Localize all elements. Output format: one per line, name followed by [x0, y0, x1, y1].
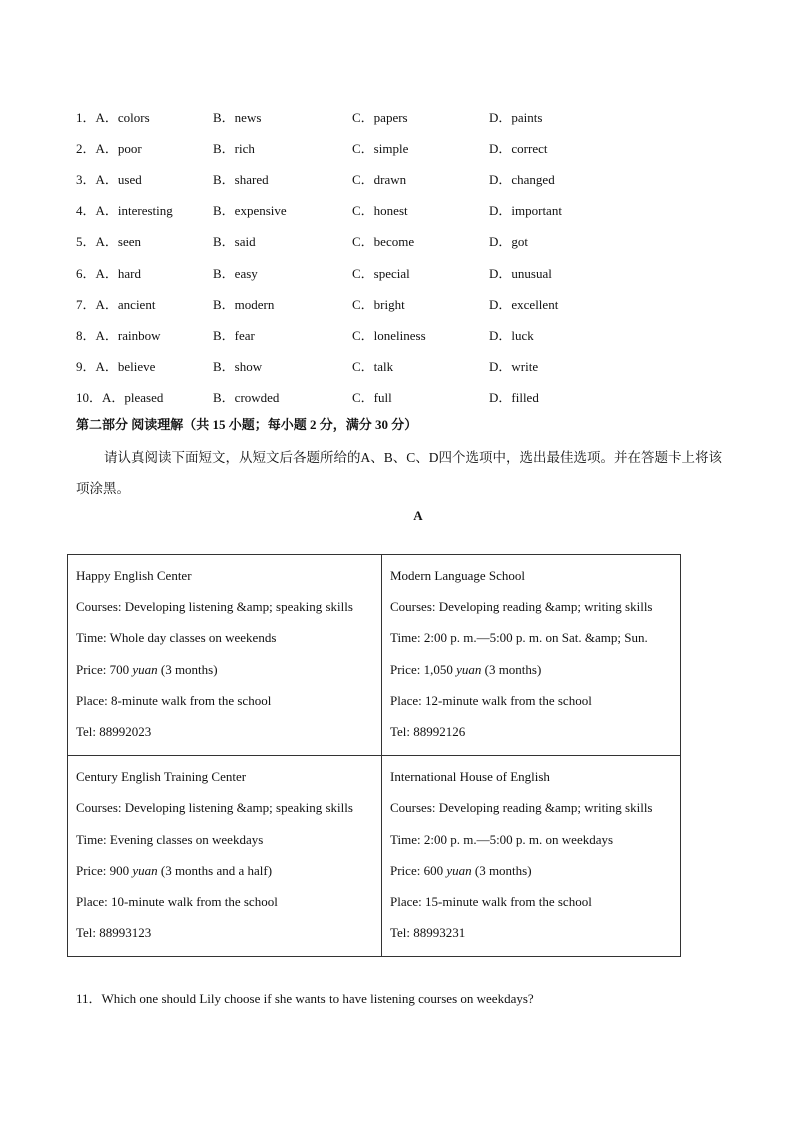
- option-c-text: C．honest: [352, 203, 408, 219]
- ad-tel: Tel: 88993123: [76, 925, 152, 941]
- option-b: [213, 381, 352, 412]
- option-d-text: D．luck: [489, 327, 534, 343]
- question-11: 11．Which one should Lily choose if she wants to have listening courses on weekdays?: [76, 991, 534, 1006]
- option-a-text: A．hard: [95, 265, 142, 281]
- option-b-text: B．fear: [213, 327, 255, 343]
- option-a-text: A．ancient: [95, 296, 156, 312]
- option-a: [76, 381, 213, 412]
- option-a: [76, 225, 213, 256]
- ad-price-prefix: Price: 1,050: [390, 661, 457, 677]
- ad-price-unit: yuan: [446, 862, 472, 878]
- ad-courses: Courses: Developing listening &amp; speaking skills: [76, 599, 353, 615]
- option-b: [213, 101, 352, 132]
- option-a: [76, 101, 213, 132]
- option-c-text: C．simple: [352, 141, 409, 157]
- question-number: 3．: [76, 172, 96, 188]
- option-c-text: C．become: [352, 234, 415, 250]
- option-b-text: B．easy: [213, 265, 258, 281]
- ad-price: [390, 855, 674, 886]
- option-a: [76, 288, 213, 319]
- option-d-text: D．paints: [489, 110, 543, 126]
- option-row: [76, 194, 609, 225]
- option-d-text: D．important: [489, 203, 562, 219]
- ad-price-prefix: Price: 700: [76, 661, 133, 677]
- option-a-text: A．seen: [95, 234, 142, 250]
- ad-name: International House of English: [390, 769, 550, 785]
- option-c-text: C．talk: [352, 358, 394, 374]
- option-a-text: A．rainbow: [95, 327, 161, 343]
- option-c: [352, 132, 489, 163]
- ad-happy-english-center: [68, 555, 382, 756]
- option-b: [213, 256, 352, 287]
- ad-century-english-training-center: [68, 756, 382, 957]
- option-row: [76, 256, 609, 287]
- option-c-text: C．full: [352, 389, 392, 405]
- question-number: 6．: [76, 265, 96, 281]
- option-b-text: B．expensive: [213, 203, 287, 219]
- option-d: [489, 350, 609, 381]
- option-a-text: A．poor: [95, 141, 142, 157]
- option-b: [213, 194, 352, 225]
- option-b-text: B．crowded: [213, 389, 280, 405]
- ad-time: Time: Evening classes on weekdays: [76, 831, 264, 847]
- option-d-text: D．filled: [489, 389, 539, 405]
- option-c: [352, 101, 489, 132]
- ad-time: Time: Whole day classes on weekends: [76, 630, 277, 646]
- option-b: [213, 225, 352, 256]
- option-a: [76, 256, 213, 287]
- option-d: [489, 256, 609, 287]
- option-a-text: A．interesting: [95, 203, 173, 219]
- option-c: [352, 256, 489, 287]
- option-a: [76, 319, 213, 350]
- option-c: [352, 350, 489, 381]
- question-number: 5．: [76, 234, 96, 250]
- question-number: 4．: [76, 203, 96, 219]
- option-row: [76, 319, 609, 350]
- option-row: [76, 350, 609, 381]
- option-a-text: A．pleased: [102, 389, 164, 405]
- option-row: [76, 381, 609, 412]
- ads-row: [68, 555, 681, 756]
- option-c: [352, 319, 489, 350]
- question-number: 2．: [76, 141, 96, 157]
- ad-time: Time: 2:00 p. m.—5:00 p. m. on Sat. &amp; Sun.: [390, 630, 648, 646]
- ad-price-unit: yuan: [132, 661, 158, 677]
- ad-tel: Tel: 88992126: [390, 723, 466, 739]
- option-b: [213, 288, 352, 319]
- ad-name: Century English Training Center: [76, 769, 247, 785]
- option-c-text: C．drawn: [352, 172, 407, 188]
- ad-price-unit: yuan: [456, 661, 482, 677]
- passage-label: A: [413, 508, 423, 523]
- option-d-text: D．correct: [489, 141, 548, 157]
- ad-courses: Courses: Developing reading &amp; writing skills: [390, 599, 653, 615]
- ad-price: [76, 654, 375, 685]
- option-c: [352, 381, 489, 412]
- option-c: [352, 225, 489, 256]
- ad-price-suffix: (3 months and a half): [157, 862, 273, 878]
- option-d: [489, 381, 609, 412]
- option-d: [489, 132, 609, 163]
- ad-time: Time: 2:00 p. m.—5:00 p. m. on weekdays: [390, 831, 614, 847]
- ad-price-prefix: Price: 900: [76, 862, 133, 878]
- option-c-text: C．papers: [352, 110, 408, 126]
- ad-price-suffix: (3 months): [481, 661, 542, 677]
- option-row: [76, 101, 609, 132]
- ad-modern-language-school: [382, 555, 681, 756]
- option-a: [76, 163, 213, 194]
- option-d: [489, 101, 609, 132]
- option-b: [213, 319, 352, 350]
- option-b: [213, 163, 352, 194]
- option-b: [213, 350, 352, 381]
- option-c: [352, 194, 489, 225]
- option-c-text: C．special: [352, 265, 410, 281]
- question-number: 10．: [76, 389, 103, 405]
- ad-price-suffix: (3 months): [157, 661, 218, 677]
- option-d-text: D．excellent: [489, 296, 559, 312]
- option-d: [489, 319, 609, 350]
- option-b-text: B．said: [213, 234, 256, 250]
- question-number: 9．: [76, 358, 96, 374]
- option-d-text: D．write: [489, 358, 539, 374]
- ad-place: Place: 12-minute walk from the school: [390, 692, 592, 708]
- ad-courses: Courses: Developing listening &amp; speaking skills: [76, 800, 353, 816]
- cloze-options-body: [76, 101, 609, 412]
- ad-price-unit: yuan: [132, 862, 158, 878]
- option-row: [76, 163, 609, 194]
- ads-row: [68, 756, 681, 957]
- option-a: [76, 350, 213, 381]
- option-b-text: B．shared: [213, 172, 269, 188]
- option-b: [213, 132, 352, 163]
- option-d-text: D．unusual: [489, 265, 552, 281]
- option-d: [489, 163, 609, 194]
- ad-price: [390, 654, 674, 685]
- ad-name: Happy English Center: [76, 568, 192, 583]
- option-a: [76, 132, 213, 163]
- option-c: [352, 288, 489, 319]
- option-row: [76, 132, 609, 163]
- ad-international-house-of-english: [382, 756, 681, 957]
- reading-instruction: 请认真阅读下面短文，从短文后各题所给的A、B、C、D四个选项中，选出最佳选项。并在答题卡上将该项涂黑。: [76, 450, 723, 496]
- ad-price: [76, 855, 375, 886]
- question-number: 7．: [76, 296, 96, 312]
- option-c: [352, 163, 489, 194]
- ad-courses: Courses: Developing reading &amp; writing skills: [390, 800, 653, 816]
- cloze-options-table: [76, 101, 609, 412]
- option-d-text: D．got: [489, 234, 529, 250]
- ad-tel: Tel: 88993231: [390, 925, 466, 941]
- option-b-text: B．show: [213, 358, 263, 374]
- question-number: 8．: [76, 327, 96, 343]
- ad-tel: Tel: 88992023: [76, 723, 152, 739]
- option-c-text: C．loneliness: [352, 327, 426, 343]
- option-d: [489, 225, 609, 256]
- ad-price-suffix: (3 months): [471, 862, 532, 878]
- option-a-text: A．used: [95, 172, 142, 188]
- option-a-text: A．believe: [95, 358, 156, 374]
- option-d: [489, 194, 609, 225]
- option-b-text: B．news: [213, 110, 262, 126]
- ad-place: Place: 10-minute walk from the school: [76, 893, 278, 909]
- course-ads-table: [67, 554, 681, 957]
- option-d-text: D．changed: [489, 172, 555, 188]
- section-title: 第二部分 阅读理解（共 15 小题；每小题 2 分，满分 30 分）: [76, 417, 418, 432]
- option-a-text: A．colors: [95, 110, 150, 126]
- option-d: [489, 288, 609, 319]
- option-row: [76, 288, 609, 319]
- question-number: 1．: [76, 110, 96, 126]
- ad-place: Place: 8-minute walk from the school: [76, 692, 272, 708]
- option-row: [76, 225, 609, 256]
- option-a: [76, 194, 213, 225]
- ad-name: Modern Language School: [390, 568, 526, 583]
- option-b-text: B．modern: [213, 296, 275, 312]
- ad-place: Place: 15-minute walk from the school: [390, 893, 592, 909]
- option-c-text: C．bright: [352, 296, 405, 312]
- option-b-text: B．rich: [213, 141, 255, 157]
- ad-price-prefix: Price: 600: [390, 862, 447, 878]
